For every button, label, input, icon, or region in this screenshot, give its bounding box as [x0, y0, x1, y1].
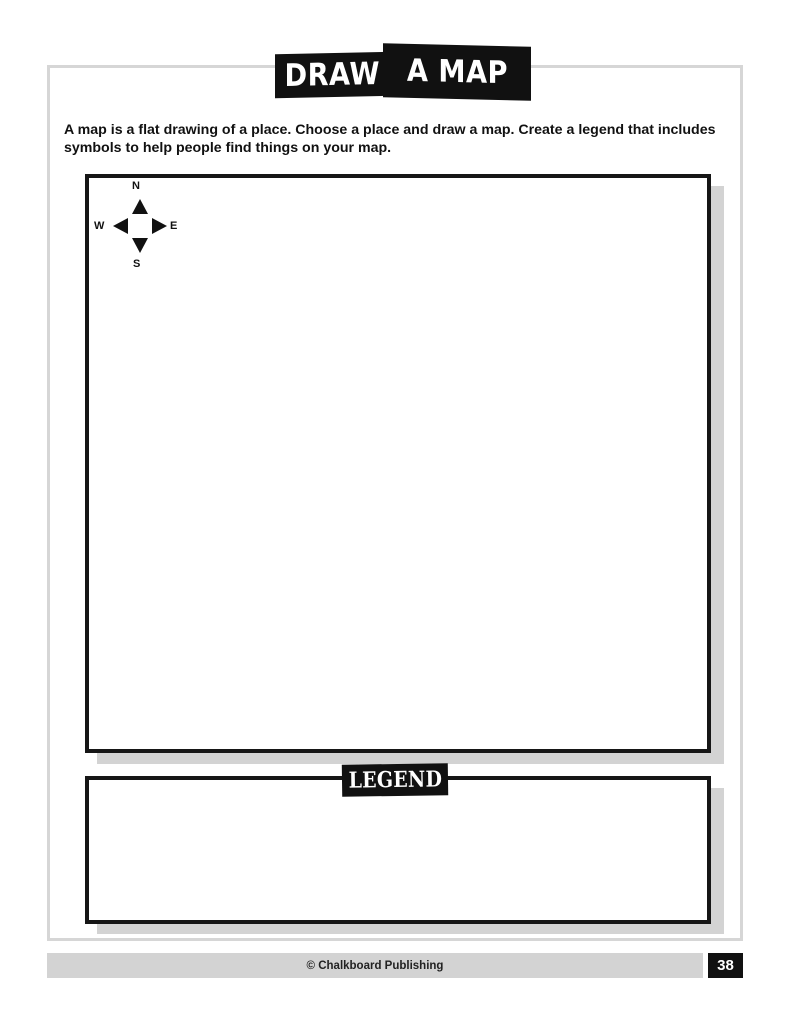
instructions-text: A map is a flat drawing of a place. Choose a place and draw a map. Create a legend that includes symbols to help people find things on your map. — [64, 122, 716, 156]
compass-east-label: E — [170, 220, 178, 232]
page-title — [275, 44, 531, 102]
compass-west-label: W — [94, 220, 105, 232]
title-text-a-map: A MAP — [406, 52, 508, 91]
footer-bar — [47, 953, 703, 978]
compass-rose — [90, 178, 190, 274]
legend-heading-text: LEGEND — [348, 766, 442, 794]
legend-heading — [342, 763, 448, 796]
compass-north-label: N — [132, 180, 140, 192]
compass-arrows-icon — [110, 196, 170, 256]
page-number — [708, 953, 743, 978]
copyright-text: © Chalkboard Publishing — [306, 959, 444, 972]
title-block-draw — [275, 52, 389, 98]
title-text-draw: DRAW — [284, 55, 380, 94]
legend-drawing-area[interactable] — [85, 776, 711, 924]
title-block-a-map — [383, 43, 531, 101]
compass-south-label: S — [133, 258, 141, 270]
page-number-text: 38 — [717, 957, 734, 974]
